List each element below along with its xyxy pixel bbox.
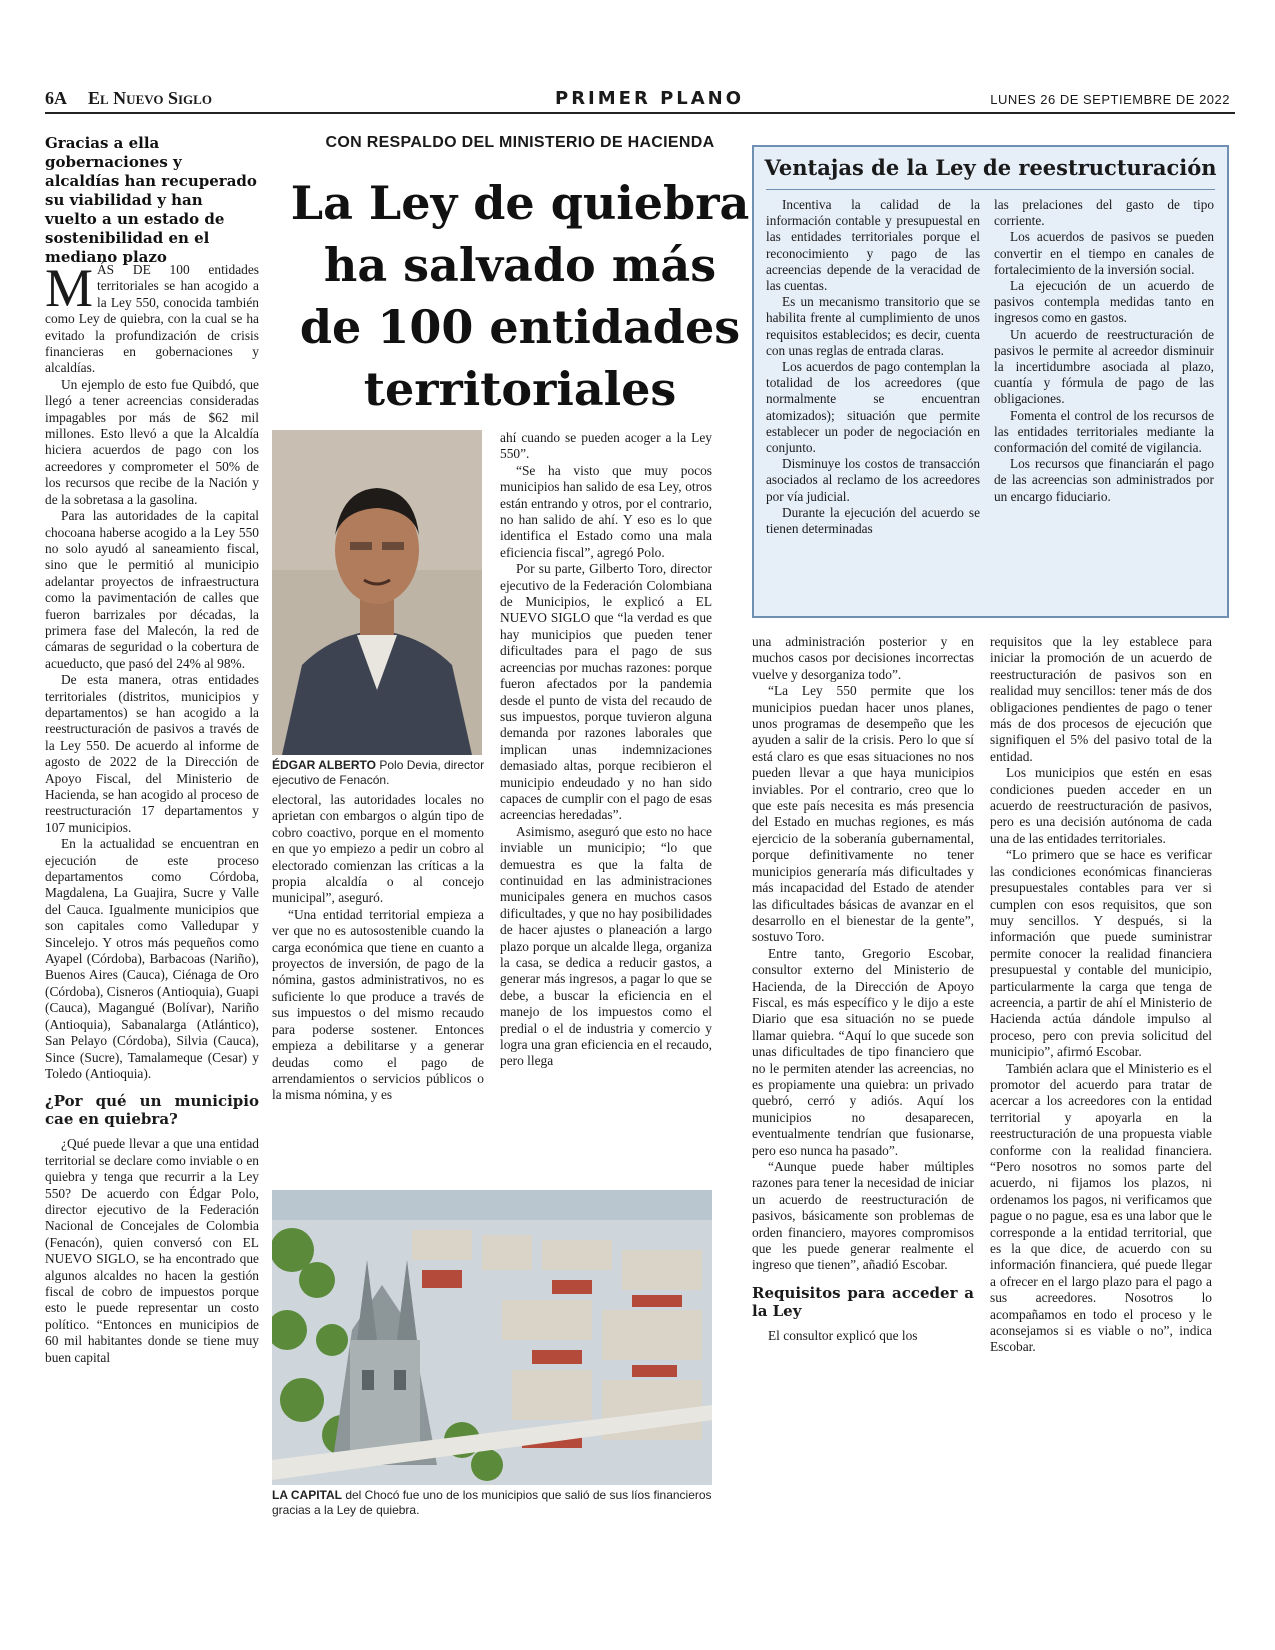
paragraph: una administración posterior y en muchos casos por decisiones incorrectas vuelve y desorganiza todo”. (752, 634, 974, 682)
portrait-caption: ÉDGAR ALBERTO Polo Devia, director ejecutivo de Fenacón. (272, 758, 485, 787)
subheading: ¿Por qué un municipio cae en quiebra? (45, 1092, 259, 1129)
column-2 (272, 792, 484, 1104)
sidebar-item: Disminuye los costos de transacción asociados al reclamo de los acreedores por vía judicial. (766, 456, 980, 504)
sidebar-item: Los recursos que financiarán el pago de las acreencias son administrados por un encargo fiduciario. (994, 456, 1214, 504)
paragraph: ¿Qué puede llevar a que una entidad territorial se declare como inviable o en quiebra y tenga que recurrir a la Ley 550? De acuerdo con Édgar Polo, director ejecutivo de la Federación Nacional de Concejales de Colombia (Fenacón), quien conversó con EL NUEVO SIGLO, se ha encontrado que algunos alcaldes no hacen la gestión fiscal de cobro de impuestos porque esto le puede representar un costo político. “Entonces en municipios de 60 mil habitantes donde se tiene muy buen capital (45, 1136, 259, 1365)
masthead: El Nuevo Siglo (88, 88, 212, 108)
issue-date: LUNES 26 DE SEPTIEMBRE DE 2022 (990, 92, 1230, 107)
column-4 (752, 634, 974, 1344)
sidebar-rule (766, 189, 1215, 190)
paragraph: “Lo primero que se hace es verificar las condiciones económicas financieras presupuestales contables para ver si cumplen con esos requisitos, que son muy sencillos. Y después, si la información que puede suministrar permite conocer la realidad financiera presupuestal y contable del municipio, particularmente la carga que tenga de acreencia, a partir de ahí el Ministerio de Hacienda actúa dándole impulso al proceso, pero con previa solicitud del municipio”, afirmó Escobar. (990, 847, 1212, 1060)
column-5 (990, 634, 1212, 1356)
column-1 (45, 258, 259, 1366)
paragraph: Un ejemplo de esto fue Quibdó, que llegó a tener acreencias consideradas impagables por más de $62 mil millones. Esto llevó a que la Alcaldía hiciera acuerdos de pago con los acreedores y comprometer el 50% de los recursos que recibe de la Nación y de la sobretasa a la gasolina. (45, 376, 259, 507)
header-rule (45, 112, 1235, 114)
paragraph: “Una entidad territorial empieza a ver que no es autosostenible cuando la carga económica que tiene en cuanto a proyectos de inversión, de pago de la nómina, gastos administrativos, no es suficiente lo que produce a través de sus impuestos o del mismo recaudo para poderse sostener. Entonces empieza a debilitarse y a generar deudas como el pago de arrendamientos o servicios públicos o la misma nómina, y es (272, 906, 484, 1103)
paragraph: electoral, las autoridades locales no aprietan con embargos o algún tipo de cobro coactivo, porque en el momento en que yo empiezo a pedir un cobro al electorado comienzan las críticas a la propia alcaldía o al concejo municipal”, aseguró. (272, 792, 484, 906)
city-photo-caption: LA CAPITAL del Chocó fue uno de los municipios que salió de sus líos financieros gracias a la Ley de quiebra. (272, 1488, 712, 1517)
paragraph: MÁS DE 100 entidades territoriales se han acogido a la Ley 550, conocida también como Ley de quiebra, con la cual se ha evitado la profundización de crisis financieras en gobernaciones y alcaldías. (45, 258, 259, 376)
paragraph: Por su parte, Gilberto Toro, director ejecutivo de la Federación Colombiana de Municipios, le explicó a EL NUEVO SIGLO que “la verdad es que hay municipios que pueden tener dificultades para el pago de sus acreencias por muchas razones: porque fueron afectados por la pandemia desde el punto de vista del recaudo de sus impuestos, porque tuvieron alguna demanda por razones laborales que implican unas indemnizaciones demasiado altas, porque recibieron el municipio endeudado y no han sido capaces de cumplir con el pago de esas acreencias heredadas”. (500, 561, 712, 823)
sidebar-item: Durante la ejecución del acuerdo se tienen determinadas (766, 504, 980, 537)
city-aerial-photo (272, 1190, 712, 1485)
paragraph: ahí cuando se pueden acoger a la Ley 550”. (500, 430, 712, 462)
city-illustration (272, 1190, 712, 1485)
paragraph: Asimismo, aseguró que esto no hace inviable un municipio; “lo que demuestra es que la falta de continuidad en las administraciones municipales genera en muchos casos dificultades, y que no hay posibilidades de hacer ajustes o planeación a largo plazo porque un alcalde llega, organiza la casa, se dedica a reducir gastos, a generar más ingresos, a pagar lo que se debe, a buscar la eficiencia en el manejo de los impuestos como el predial o el de industria y comercio y logra una gran eficiencia en el recaudo, pero llega (500, 823, 712, 1069)
paragraph: El consultor explicó que los (768, 1327, 918, 1343)
sidebar-column-left (766, 197, 980, 537)
sidebar-item: las prelaciones del gasto de tipo corriente. (994, 197, 1214, 229)
sidebar-item: Los acuerdos de pasivos se pueden convertir en el tiempo en canales de fortalecimiento de la inversión social. (994, 229, 1214, 277)
article-headline: La Ley de quiebra ha salvado más de 100 entidades territoriales (290, 176, 750, 416)
sidebar-item: Es un mecanismo transitorio que se habilita frente al cumplimiento de unos requisitos establecidos; es decir, cuenta con unas reglas de entrada claras. (766, 294, 980, 358)
sidebar-item: Los acuerdos de pago contemplan la totalidad de los acreedores (que normalmente se encuentran atomizados); situación que permite establecer un poder de negociación en conjunto. (766, 359, 980, 456)
sidebar-title: Ventajas de la Ley de reestructuración (764, 155, 1217, 180)
paragraph: Para las autoridades de la capital chocoana haberse acogido a la Ley 550 no solo ayudó al saneamiento fiscal, sino que le permitió al municipio adelantar proyectos de infraestructura como la pavimentación de calles que fueron barrizales por décadas, la primera fase del Malecón, la red de cámaras de seguridad o la cobertura de acueducto, que pasó del 24% al 98%. (45, 508, 259, 671)
paragraph: requisitos que la ley establece para iniciar la promoción de un acuerdo de reestructuración de pasivos son en realidad muy sencillos: tener más de dos obligaciones pendientes de pago o tener más de dos procesos de ejecución que signifiquen el 5% del pasivo total de la entidad. (990, 634, 1212, 764)
sidebar-item: Fomenta el control de los recursos de las entidades territoriales mediante la conformación del comité de vigilancia. (994, 407, 1214, 456)
paragraph: En la actualidad se encuentran en ejecución de este proceso departamentos como Córdoba, Magdalena, La Guajira, Sucre y Valle del Cauca. Igualmente municipios que son capitales como Valledupar y Sincelejo. Y otros más pequeños como Ayapel (Córdoba), Barbacoas (Nariño), Buenos Aires (Cauca), Ciénaga de Oro (Córdoba), Cisneros (Antioquia), Guapi (Cauca), Magangué (Bolívar), Nariño (Antioquia), Sabanalarga (Atlántico), San Pelayo (Córdoba), Silvia (Cauca), Since (Sucre), Tamalameque (Cesar) y Toledo (Antioquia). (45, 836, 259, 1081)
article-deck: Gracias a ella gobernaciones y alcaldías han recuperado su viabilidad y han vuelto a un estado de sostenibilidad en el mediano plazo (45, 134, 257, 266)
sidebar-item: Un acuerdo de reestructuración de pasivos le permite al acreedor disminuir la incertidumbre asociada al plazo, cuantía y fórmula de pago de las obligaciones. (994, 326, 1214, 407)
sidebar-item: La ejecución de un acuerdo de pasivos contempla medidas tanto en ingresos como en gastos. (994, 278, 1214, 326)
paragraph: “Se ha visto que muy pocos municipios han salido de esa Ley, otros están entrando y otros, por el contrario, no han salido de ahí. Y eso es lo que identifica el Estado como una mala eficiencia fiscal”, agregó Polo. (500, 462, 712, 560)
paragraph: “Aunque puede haber múltiples razones para tener la necesidad de iniciar un acuerdo de reestructuración de pasivos, básicamente son problemas de orden financiero, mayores compromisos que les puede generar realmente el ingreso que tienen”, añadió Escobar. (752, 1159, 974, 1273)
subheading: Requisitos para acceder a la Ley (752, 1283, 974, 1320)
column-3 (500, 430, 712, 1070)
portrait-photo (272, 430, 482, 755)
sidebar-column-right (994, 197, 1214, 505)
sidebar-box (752, 145, 1229, 618)
paragraph: Entre tanto, Gregorio Escobar, consultor externo del Ministerio de Hacienda, de la Dirección de Apoyo Fiscal, es más específico y le dijo a este Diario que esa situación no se puede llamar quiebra. “Aquí lo que sucede son unas dificultades de tipo financiero que no le permiten atender las acreencias, no es propiamente una quiebra: un privado quebró, cerró y adiós. Aquí los municipios no desaparecen, eventualmente tendrían que fusionarse, pero eso nunca ha pasado”. (752, 945, 974, 1158)
article-kicker: CON RESPALDO DEL MINISTERIO DE HACIENDA (325, 134, 715, 151)
sidebar-item: Incentiva la calidad de la información contable y presupuestal en las entidades territoriales porque el reconocimiento y pago de las acreencias depende de la veracidad de las cuentas. (766, 197, 980, 294)
page-number: 6A (45, 88, 67, 108)
paragraph: De esta manera, otras entidades territoriales (distritos, municipios y departamentos) se han acogido a la reestructuración de pasivos a través de la Ley 550. De acuerdo al informe de agosto de 2022 de la Dirección de Apoyo Fiscal, del Ministerio de Hacienda, se han acogido al proceso de reestructuración 17 departamentos y 107 municipios. (45, 672, 259, 835)
section-title: PRIMER PLANO (555, 88, 745, 109)
portrait-illustration (272, 430, 482, 755)
paragraph: Los municipios que estén en esas condiciones pueden acceder en un acuerdo de reestructuración de pasivos, pero es una decisión autónoma de cada una de las entidades territoriales. (990, 765, 1212, 846)
paragraph: “La Ley 550 permite que los municipios puedan hacer unos planes, unos programas de desempeño que les ayuden a salir de la crisis. Pero lo que sí está claro es que esas situaciones no nos pueden llevar a que haya municipios inviables. Por el contrario, creo que lo que este país necesita es más presencia del Estado en muchas regiones, es más ejercicio de la soberanía gubernamental, porque definitivamente no tener municipios generaría más dificultades y más incapacidad del Estado de atender las dificultades básicas de avanzar en el desarrollo en el bienestar de la gente”, sostuvo Toro. (752, 683, 974, 945)
drop-cap: M (45, 258, 94, 318)
paragraph: También aclara que el Ministerio es el promotor del acuerdo para tratar de acercar a los acreedores con la entidad territorial y apoyarla en la reestructuración de una propuesta viable conforme con la realidad financiera. “Pero nosotros no somos parte del acuerdo, ni fijamos los plazos, ni ordenamos los pagos, ni verificamos que pague o no pague, esa es una labor que le corresponde a la entidad territorial, que es la que dice, de acuerdo con su información financiera, qué puede llegar a ofrecer en el largo plazo para el pago a sus acreedores. Nosotros lo acompañamos en todo el proceso y le aconsejamos si es viable o no”, indica Escobar. (990, 1060, 1212, 1355)
